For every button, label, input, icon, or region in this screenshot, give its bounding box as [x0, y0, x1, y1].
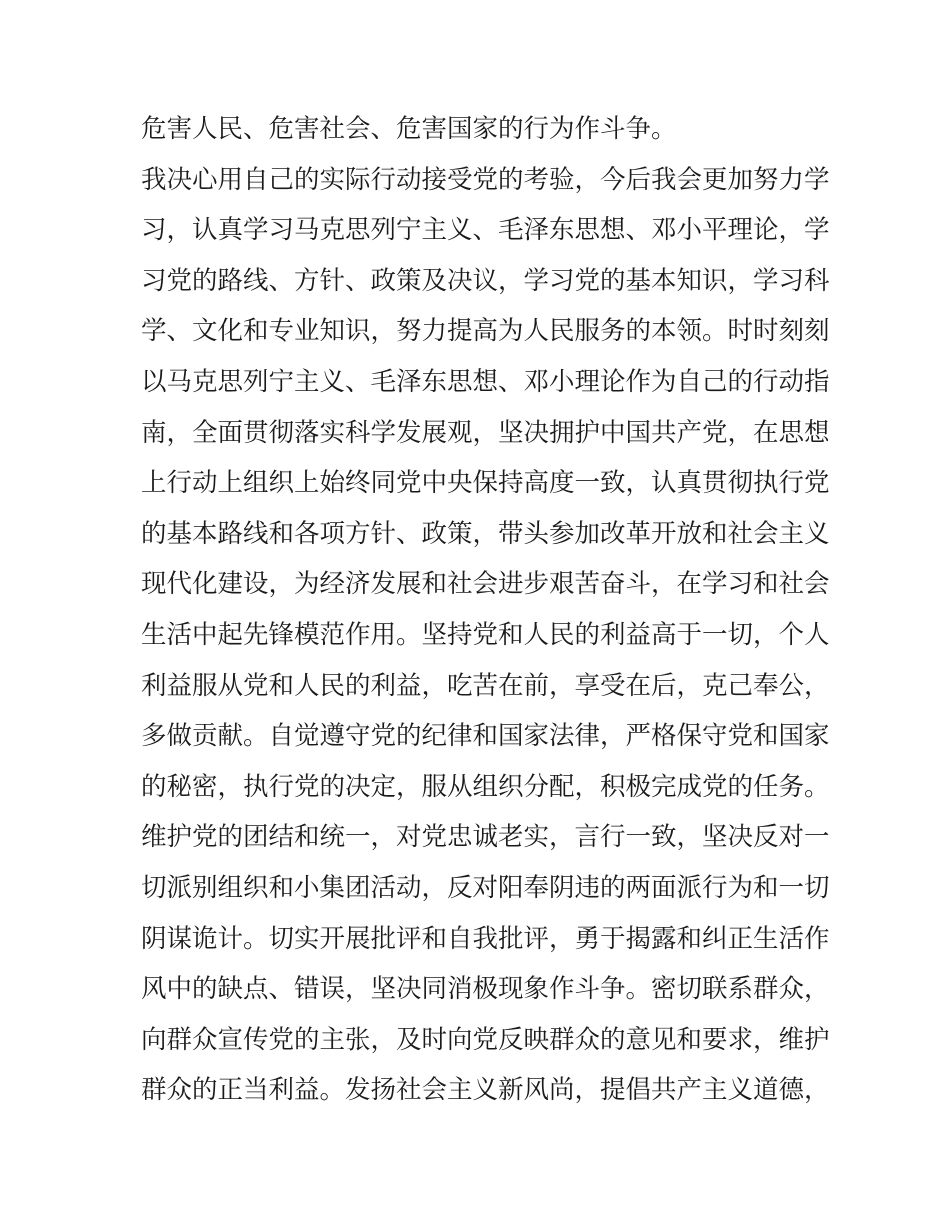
- text-line: 的基本路线和各项方针、政策，带头参加改革开放和社会主义: [141, 518, 830, 549]
- text-line: 的秘密，执行党的决定，服从组织分配，积极完成党的任务。: [141, 771, 830, 802]
- text-line: 利益服从党和人民的利益，吃苦在前，享受在后，克己奉公，: [141, 670, 830, 701]
- text-line: 风中的缺点、错误，坚决同消极现象作斗争。密切联系群众，: [141, 974, 830, 1005]
- text-line: 切派别组织和小集团活动，反对阳奉阴违的两面派行为和一切: [141, 872, 830, 903]
- text-line: 阴谋诡计。切实开展批评和自我批评，勇于揭露和纠正生活作: [141, 923, 830, 954]
- text-line: 学、文化和专业知识，努力提高为人民服务的本领。时时刻刻: [141, 316, 830, 347]
- text-line: 维护党的团结和统一，对党忠诚老实，言行一致，坚决反对一: [141, 822, 830, 853]
- text-line: 习，认真学习马克思列宁主义、毛泽东思想、邓小平理论，学: [141, 215, 830, 246]
- text-line: 多做贡献。自觉遵守党的纪律和国家法律，严格保守党和国家: [141, 721, 830, 752]
- text-line: 群众的正当利益。发扬社会主义新风尚，提倡共产主义道德，: [141, 1075, 830, 1106]
- text-line: 南，全面贯彻落实科学发展观，坚决拥护中国共产党，在思想: [141, 417, 830, 448]
- text-line: 向群众宣传党的主张，及时向党反映群众的意见和要求，维护: [141, 1024, 830, 1055]
- text-line: 危害人民、危害社会、危害国家的行为作斗争。: [141, 114, 677, 144]
- text-line: 我决心用自己的实际行动接受党的考验，今后我会更加努力学: [141, 164, 830, 195]
- text-line: 上行动上组织上始终同党中央保持高度一致，认真贯彻执行党: [141, 468, 830, 499]
- text-line: 以马克思列宁主义、毛泽东思想、邓小理论作为自己的行动指: [141, 366, 830, 397]
- text-line: 习党的路线、方针、政策及决议，学习党的基本知识，学习科: [141, 265, 830, 296]
- body-text: [141, 104, 830, 1116]
- text-line: 生活中起先锋模范作用。坚持党和人民的利益高于一切，个人: [141, 619, 830, 650]
- text-line: 现代化建设，为经济发展和社会进步艰苦奋斗，在学习和社会: [141, 569, 830, 600]
